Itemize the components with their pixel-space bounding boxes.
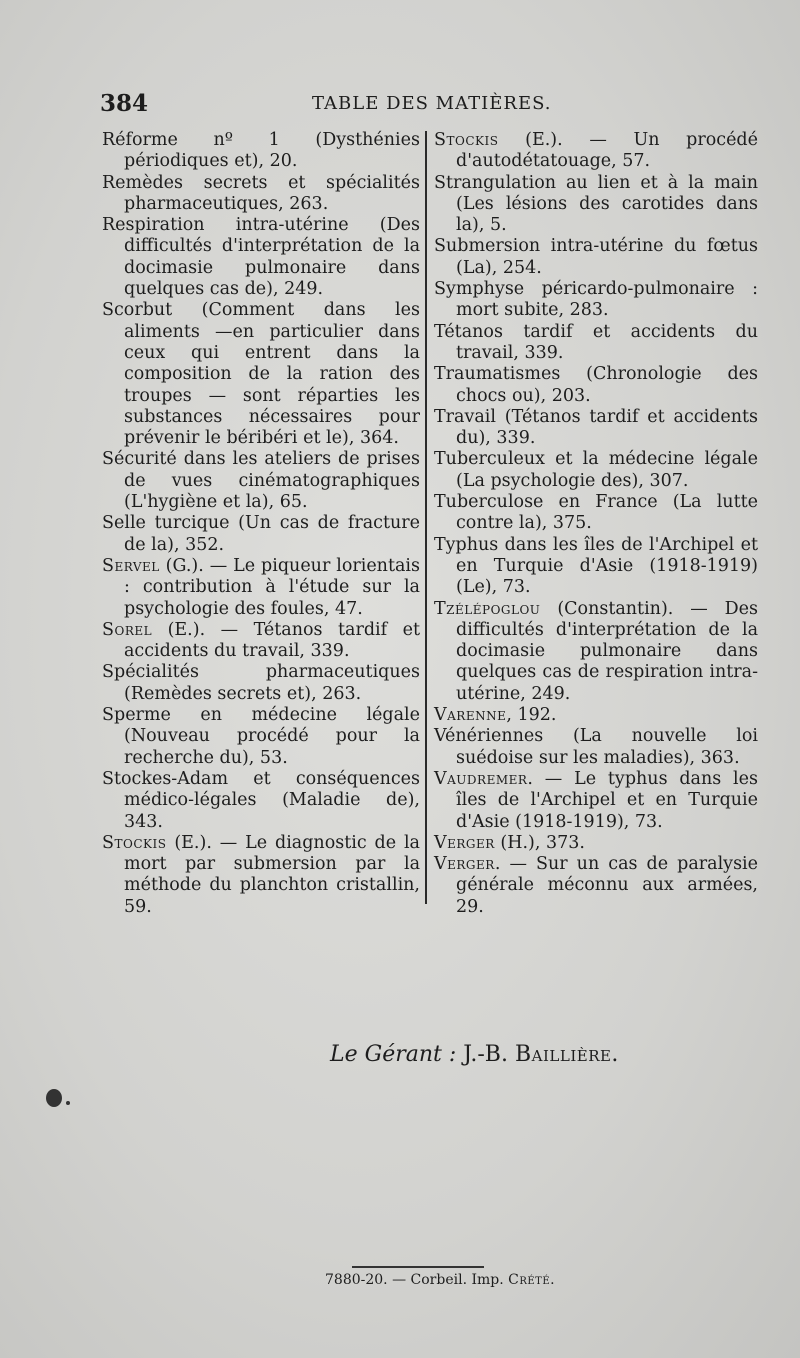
index-entry-text: (Constantin). — Des difficultés d'interprétation de la docimasie pulmonaire dans quelques cas de respiration intra-utérine, 249.	[456, 598, 758, 704]
index-entry-text: Stockes-Adam et conséquences médico-légales (Maladie de), 343.	[102, 768, 420, 832]
index-entry-text: (H.), 373.	[494, 832, 585, 853]
index-entry-text: Typhus dans les îles de l'Archipel et en Turquie d'Asie (1918-1919) (Le), 73.	[434, 534, 758, 598]
index-entry-author: Varenne	[434, 705, 507, 726]
index-entry-text: (E.). — Un procédé d'autodétatouage, 57.	[456, 130, 758, 172]
index-entry	[434, 833, 758, 854]
index-entry-author: Verger	[434, 832, 495, 853]
index-entry-text: Sécurité dans les ateliers de prises de vues cinématographiques (L'hygiène et la), 65.	[102, 449, 420, 513]
index-entry-text: Tuberculeux et la médecine légale (La psychologie des), 307.	[434, 449, 758, 491]
index-entry	[102, 705, 420, 769]
index-entry-text: Submersion intra-utérine du fœtus (La), 254.	[434, 236, 758, 278]
index-column-left	[102, 130, 420, 918]
index-entry-text: (E.). — Tétanos tardif et accidents du travail, 339.	[124, 619, 420, 662]
index-entry-author: Servel	[102, 555, 160, 576]
imprint-printer-name: Crété.	[508, 1272, 556, 1288]
index-entry-text: (E.). — Le diagnostic de la mort par submersion par la méthode du planchton cristallin, 59.	[124, 832, 420, 917]
index-entry-text: Selle turcique (Un cas de fracture de la), 352.	[102, 513, 420, 555]
page-number: 384	[100, 90, 149, 117]
index-entry-text: Tétanos tardif et accidents du travail, 339.	[434, 321, 758, 363]
index-entry	[102, 769, 420, 833]
index-entry	[434, 279, 758, 322]
index-entry-text: Symphyse péricardo-pulmonaire : mort subite, 283.	[434, 279, 758, 321]
index-entry-text: Respiration intra-utérine (Des difficultés d'interprétation de la docimasie pulmonaire dans quelques cas de), 249.	[102, 215, 420, 300]
ink-dot	[66, 1101, 70, 1105]
index-entry	[102, 513, 420, 556]
index-entry-author: Vaudremer	[434, 768, 528, 789]
index-entry-text: Vénériennes (La nouvelle loi suédoise sur les maladies), 363.	[434, 726, 758, 768]
index-entry	[434, 449, 758, 492]
index-entry	[102, 620, 420, 663]
index-entry	[434, 769, 758, 833]
index-entry-text: Spécialités pharmaceutiques (Remèdes secrets et), 263.	[102, 662, 420, 704]
index-entry-author: Verger	[434, 854, 495, 875]
index-entry-text: Strangulation au lien et à la main (Les lésions des carotides dans la), 5.	[434, 172, 758, 236]
index-entry-text: (G.). — Le piqueur lorientais : contribution à l'étude sur la psychologie des foules, 47.	[124, 555, 420, 619]
index-entry	[434, 407, 758, 450]
index-entry	[434, 599, 758, 705]
index-entry	[102, 173, 420, 216]
index-entry-text: Travail (Tétanos tardif et accidents du), 339.	[434, 406, 758, 449]
index-entry	[102, 130, 420, 173]
index-entry-text: Traumatismes (Chronologie des chocs ou), 203.	[434, 364, 758, 406]
index-entry-text: , 192.	[506, 705, 557, 726]
signature-name: Baillière.	[514, 1042, 619, 1067]
index-entry	[434, 322, 758, 365]
running-title: TABLE DES MATIÈRES.	[312, 93, 552, 114]
index-entry-text: Sperme en médecine légale (Nouveau procédé pour la recherche du), 53.	[102, 705, 420, 768]
index-entry-text: . — Le typhus dans les îles de l'Archipel et en Turquie d'Asie (1918-1919), 73.	[456, 768, 758, 832]
index-entry-text: Tuberculose en France (La lutte contre la), 375.	[434, 492, 758, 534]
index-entry	[434, 130, 758, 173]
column-divider	[425, 131, 427, 904]
index-entry-author: Tzélépoglou	[434, 598, 541, 619]
ink-blot	[46, 1089, 62, 1107]
index-entry	[434, 492, 758, 535]
index-entry-text: Remèdes secrets et spécialités pharmaceutiques, 263.	[102, 172, 420, 214]
index-entry-author: Stockis	[434, 130, 499, 150]
index-entry-author: Sorel	[102, 619, 153, 640]
printer-imprint	[325, 1272, 555, 1288]
footer-rule	[352, 1266, 484, 1268]
index-entry	[102, 662, 420, 705]
imprint-code: 7880-20.	[325, 1272, 388, 1288]
index-entry	[434, 535, 758, 599]
index-entry	[434, 173, 758, 237]
index-entry	[102, 215, 420, 300]
imprint-dash: —	[392, 1272, 407, 1288]
page-header	[100, 90, 755, 122]
index-entry-text: . — Sur un cas de paralysie générale méconnu aux armées, 29.	[456, 854, 758, 917]
imprint-printer: Corbeil. Imp.	[410, 1272, 504, 1288]
index-entry	[102, 556, 420, 620]
signature-initials: J.-B.	[463, 1042, 508, 1067]
index-entry-author: Stockis	[102, 832, 167, 853]
index-entry	[434, 726, 758, 769]
signature-role: Le Gérant :	[330, 1042, 457, 1067]
index-entry	[102, 300, 420, 449]
index-entry	[102, 833, 420, 918]
publisher-signature	[330, 1042, 619, 1067]
index-entry	[434, 236, 758, 279]
index-entry	[102, 449, 420, 513]
index-entry	[434, 364, 758, 407]
index-entry-text: Réforme nº 1 (Dysthénies périodiques et), 20.	[102, 130, 420, 172]
index-entry	[434, 705, 758, 726]
index-entry-text: Scorbut (Comment dans les aliments —en particulier dans ceux qui entrent dans la composition de la ration des troupes — sont réparties les substances nécessaires pour prévenir le béribéri et le), 364.	[102, 300, 420, 449]
index-column-right	[434, 130, 758, 918]
index-entry	[434, 854, 758, 918]
